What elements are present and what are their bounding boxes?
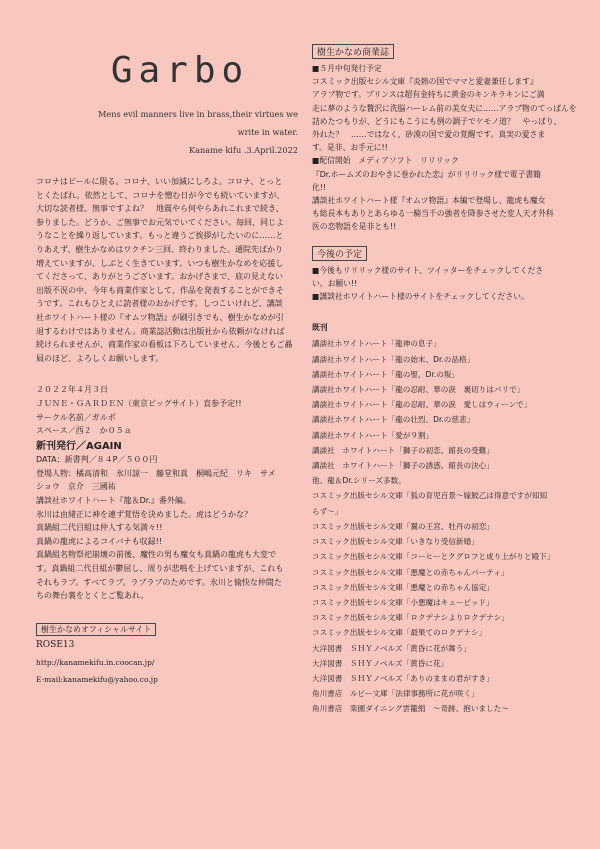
list-item: 講談社ホワイトハート「龍の忍耐、華の涙 裏切りはパリで」	[312, 385, 525, 395]
event-desc-line: 講談社ホワイトハート『龍＆Dr.』番外編。	[36, 496, 191, 506]
event-date: ２０２２年４月３日	[36, 385, 108, 395]
site-name: ROSE13	[36, 639, 75, 650]
may-release-heading: ■５月中旬発行予定	[312, 64, 382, 73]
news-section	[312, 62, 586, 234]
event-desc-line: 真鍋組名物祭祀崩壊の前後、魔性の男も魔女も真鍋の龍虎も大変で	[36, 550, 276, 560]
news-line: アラブ物です。プリンスは超有金持ちに黄金のキンキラキンにご満	[312, 90, 545, 100]
list-item: コスミック出版セシル文庫「コーヒーとクグロフと成り上がりと殿下」	[312, 552, 555, 562]
list-item: コスミック出版セシル文庫「狐の育児百景～嫁鮫乙は得意ですが知知	[312, 491, 548, 501]
official-site-heading: 樹生かなめオフィシャルサイト	[36, 623, 156, 636]
publication-data: DATA：新書判／８４P／５００円	[36, 455, 158, 465]
news-line: コスミック出版セシル文庫『炎熱の国でママと愛妻兼任します』	[312, 77, 538, 87]
commercial-heading: 樹生かなめ商業誌	[312, 44, 394, 59]
event-desc-line: 真鍋の龍虎によるコイバナも収録!!	[36, 536, 163, 546]
event-desc-line: 氷川は由緒正に神を連ず覚悟を決めました。虎はどうかな？	[36, 509, 252, 519]
essay-line: 退するわけではありません。商業誌活動は出版社から依頼がなければ	[36, 326, 285, 336]
event-circle: サークル名前／ガルボ	[36, 412, 116, 422]
future-line: ■今後もリリリック様のサイト、ツイッターをチェックしてくださ	[312, 265, 544, 275]
list-item: 角川書店 ルビー文庫「法律事務所に花が咲く」	[312, 689, 479, 699]
list-item: コスミック出版セシル文庫「最果てのロクデナシ」	[312, 628, 487, 638]
cast-list: 登場人物：橘高清和 氷川諒一 藤堂和真 桐嶋元紀 リキ サメ	[36, 468, 276, 478]
site-url-link[interactable]: http://kanamekifu.in.coocan.jp/	[36, 657, 155, 667]
news-line: 医の恋物語を是非とも!!	[312, 222, 397, 232]
essay-line: 大切な読者様、無事ですよね？ 地震やら何やらあれこれまで続き、	[36, 204, 284, 214]
essay-line: 社ホワイトハート様の『オムツ物語』が刷引きでも、樹生かなめが引	[36, 312, 284, 322]
future-plans-heading: 今後の予定	[312, 246, 367, 261]
list-item: コスミック出版セシル文庫「ロクデナシよりロクデナシ」	[312, 613, 509, 623]
list-item: コスミック出版セシル文庫「翼の王宮、牡丹の初恋」	[312, 521, 494, 531]
left-column	[36, 40, 298, 684]
event-desc-line: 真鍋組二代目組は仲人する気満々!!	[36, 523, 163, 533]
distribution-heading: ■配信開始 メディアソフト リリリック	[312, 156, 459, 166]
news-line: 走に夢のような贅沢に洗脳ハーレム前の美女夫に……アラブ物のてっぱんを	[312, 103, 577, 113]
list-item: 大洋図書 ＳＨＹノベルズ「黄昏に花」	[312, 658, 449, 668]
essay-line: 参りました。どうか、ご無事でお元気でいてください。毎回、同じよ	[36, 217, 284, 227]
news-line: 外れた？ ……ではなく、砂漠の国で愛の覚醒です。真実の愛さま	[312, 130, 546, 140]
list-item: 講談社ホワイトハート「愛が９割」	[312, 430, 434, 440]
email-link[interactable]: E-mail:kanamekifu@yahoo.co.jp	[36, 674, 158, 684]
news-line: 講談社ホワイトハート様『オムツ物語』本編で登場し、龍虎も魔女	[312, 196, 546, 206]
essay-line: 屓のほど、よろしくお願いします。	[36, 353, 164, 363]
event-desc-line: す。真鍋組二代目組が鬱屈し、周りが悲鳴を上げていますが、これも	[36, 564, 284, 574]
list-item: コスミック出版セシル文庫「悪魔との赤ちゃんパーティ」	[312, 567, 509, 577]
event-desc-line: それもラブ。すべてラブ。ラブラブのためです。氷川と愉快な仲間た	[36, 577, 282, 587]
essay-line: とくたばれ。依然として、コロナを憎む日が今でも続いていますが、	[36, 190, 285, 200]
news-line: 『Dr.ホームズのおやきに巻かれた恋』がリリリック様で電子書籍	[312, 169, 541, 179]
event-name: ＪＵＮＥ・ＧＡＲＤＥＮ（東京ビッグサイト）直参予定!!	[36, 398, 242, 408]
backlist	[312, 336, 586, 716]
essay-line: 出版不況の中、今年も商業作家として、作品を発表することができそ	[36, 285, 284, 295]
news-line: 化!!	[312, 182, 327, 192]
list-item: コスミック出版セシル文庫「いきなり受信新婚」	[312, 537, 479, 547]
essay-line: てくださって、ありがとうございます。おかげさまで、底の見えない	[36, 272, 284, 282]
news-line: す。是非、お手元に!!	[312, 143, 388, 153]
future-line: ■講談社ホワイトハート様のサイトをチェックしてください。	[312, 292, 529, 302]
signature-date: Kaname kifu .3.April.2022	[188, 145, 298, 155]
list-item: 講談社ホワイトハート「龍の壮烈、Dr.の慈悲」	[312, 415, 475, 425]
list-item: 大洋図書 ＳＨＹノベルズ「黄昏に花が舞う」	[312, 643, 471, 653]
essay-line: コロナはビールに限る。コロナ、いい加減にしろよ。コロナ、とっと	[36, 177, 283, 186]
list-item: 講談社ホワイトハート「龍の聖、Dr.の叛」	[312, 369, 459, 379]
essay-line: うです。これもひとえに読者様のおかげです。しつこいけれど、講談	[36, 299, 283, 309]
list-item: 講談社 ホワイトハート「獅子の初恋、館長の受難」	[312, 445, 494, 455]
list-item: 講談社ホワイトハート「龍の忍耐、華の涙 愛しはウィーンで」	[312, 400, 532, 410]
news-line: も総長本もありとあらゆる一騎当千の強者を降参させた変人天才外科	[312, 209, 554, 219]
motto-line-2: write in water.	[237, 127, 298, 137]
motto-line-1: Mens evil manners live in brass,their virtues we	[98, 109, 298, 119]
newsletter-title: Garbo	[110, 50, 250, 91]
cast-list-2: ショウ 京介 三國祐	[36, 482, 116, 492]
essay	[36, 175, 298, 365]
list-item: 講談社ホワイトハート「龍神の息子」	[312, 339, 441, 349]
list-item: 講談社ホワイトハート「龍の始末、Dr.の品格」	[312, 354, 475, 364]
list-item: 他、龍＆Dr.シリーズ多数。	[312, 476, 406, 486]
essay-line: 続けられませんが、商業作家の看板は下ろしていません。今後ともご贔	[36, 340, 293, 350]
news-line: 詰めたつもりが、どうにもこうにも例の調子でケモノ道？ やっぱり、	[312, 116, 562, 126]
list-item: 大洋図書 ＳＨＹノベルズ「ありのままの君がすき」	[312, 673, 494, 683]
future-section	[312, 264, 586, 304]
list-item: 角川書店 楽園ダイニング雲籠絹 ～奇跡、抱いました～	[312, 704, 509, 714]
new-publication: 新刊発行／AGAIN	[36, 440, 122, 452]
essay-line: 増えていますが、しぶとく生きています。いつも樹生かなめを応援し	[36, 258, 284, 268]
essay-line: りあえず、樹生かなめはワクチン三回、終わりました。通院先ばかり	[36, 244, 283, 254]
list-item: 講談社 ホワイトハート「獅子の誘惑、館長の決心」	[312, 461, 494, 471]
list-item: コスミック出版セシル文庫「悪魔との赤ちゃん協定」	[312, 582, 494, 592]
backlist-heading: 既刊	[312, 323, 328, 333]
essay-line: うなことを繰り返しています。もっと違うご挨拶がしたいのに……と	[36, 231, 284, 241]
event-space: スペース／西２ か０５ａ	[36, 426, 132, 436]
list-item: コスミック出版セシル文庫「小悪魔はキューピッド」	[312, 597, 494, 607]
right-column	[312, 40, 586, 717]
future-line: い。お願い!!	[312, 278, 358, 288]
event-desc-line: ちの舞台裏をとくとご覧あれ。	[36, 591, 149, 601]
list-item: らず～」	[312, 506, 343, 516]
event-info	[36, 383, 298, 603]
